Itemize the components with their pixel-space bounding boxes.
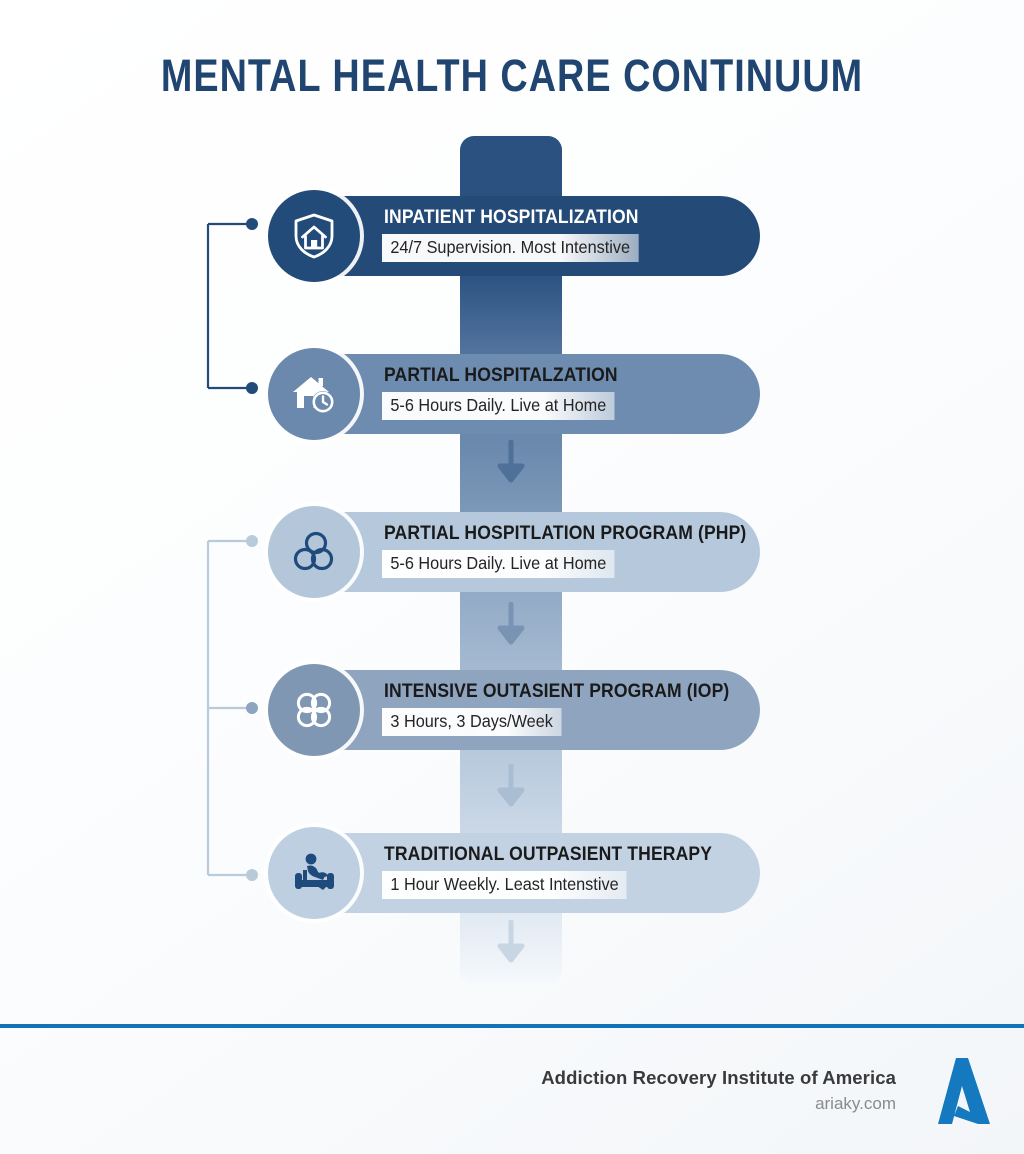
level-subtitle-4: 3 Hours, 3 Days/Week (382, 708, 561, 736)
level-text-3 (384, 512, 747, 592)
person-on-couch-icon (287, 846, 341, 900)
bracket-connector-bottom (200, 533, 270, 883)
level-icon-circle-2[interactable] (268, 348, 360, 440)
down-arrow-icon (494, 602, 528, 646)
level-title-1: INPATIENT HOSPITALIZATION (384, 206, 639, 228)
bracket-connector-top (200, 216, 270, 396)
level-text-4 (384, 670, 744, 750)
level-row-4[interactable] (268, 664, 760, 756)
house-clock-icon (288, 368, 340, 420)
level-icon-circle-4[interactable] (268, 664, 360, 756)
shield-house-icon (289, 211, 339, 261)
quatrefoil-knot-icon (288, 684, 340, 736)
level-row-3[interactable] (268, 506, 760, 598)
website-url[interactable]: ariaky.com (815, 1094, 896, 1114)
footer-text-block (541, 1066, 896, 1116)
level-title-4: INTENSIVE OUTASIENT PROGRAM (IOP) (384, 680, 730, 702)
level-subtitle-3: 5-6 Hours Daily. Live at Home (382, 550, 615, 578)
level-row-1[interactable] (268, 190, 760, 282)
level-icon-circle-5[interactable] (268, 827, 360, 919)
three-rings-icon (288, 526, 340, 578)
level-text-5 (384, 833, 744, 913)
letter-a-logo (918, 1052, 996, 1130)
down-arrow-icon (494, 920, 528, 964)
footer (0, 1028, 1024, 1154)
page-title: MENTAL HEALTH CARE CONTINUUM (160, 50, 864, 101)
organization-name: Addiction Recovery Institute of America (541, 1067, 896, 1089)
level-row-5[interactable] (268, 827, 760, 919)
level-subtitle-1: 24/7 Supervision. Most Intenstive (382, 234, 638, 262)
level-icon-circle-1[interactable] (268, 190, 360, 282)
level-row-2[interactable] (268, 348, 760, 440)
level-subtitle-5: 1 Hour Weekly. Least Intenstive (382, 871, 627, 899)
level-subtitle-2: 5-6 Hours Daily. Live at Home (382, 392, 615, 420)
level-text-2 (384, 354, 744, 434)
level-title-3: PARTIAL HOSPITLATION PROGRAM (PHP) (384, 522, 747, 544)
down-arrow-icon (494, 440, 528, 484)
level-title-2: PARTIAL HOSPITALZATION (384, 364, 618, 386)
brand-logo (918, 1052, 996, 1130)
level-text-1 (384, 196, 744, 276)
level-title-5: TRADITIONAL OUTPASIENT THERAPY (384, 843, 713, 865)
level-icon-circle-3[interactable] (268, 506, 360, 598)
down-arrow-icon (494, 764, 528, 808)
